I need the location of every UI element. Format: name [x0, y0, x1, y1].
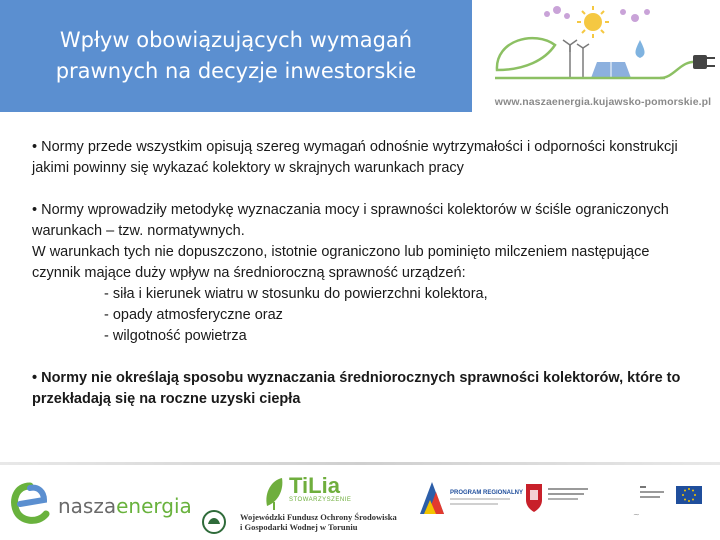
paragraph-1: • Normy przede wszystkim opisują szereg wymagań odnośnie wytrzymałości i odporności konstrukcji jakimi powinny się wykazać kolektory w skrajnych warunkach pracy	[32, 139, 678, 176]
coat-of-arms-icon	[526, 484, 542, 512]
naszaenergia-logo: naszaenergia	[58, 494, 192, 518]
eu-flag-icon	[676, 486, 702, 504]
program-regionalny-icon	[420, 482, 444, 514]
slide-content	[32, 137, 692, 410]
solar-panel-icon	[591, 62, 631, 78]
wfos-name: Wojewódzki Fundusz Ochrony Środowiska i Gospodarki Wodnej w Toruniu	[240, 512, 397, 532]
leaf-icon	[497, 38, 555, 70]
title-line-2: prawnych na decyzje inwestorskie	[55, 59, 417, 83]
list-item: - wilgotność powietrza	[104, 328, 247, 344]
water-drop-icon	[635, 40, 644, 58]
paragraph-2-body: W warunkach tych nie dopuszczono, istotnie ograniczono lub pominięto milczeniem następujące czynnik mające duży wpływ na średnioroczną sprawność urządzeń:	[32, 244, 650, 281]
footer-divider	[0, 462, 720, 465]
title-line-1: Wpływ obowiązujących wymagań	[59, 28, 413, 52]
tilia-subtitle: STOWARZYSZENIE	[289, 497, 352, 503]
eu-funding-logos	[418, 478, 708, 520]
paragraph-2-intro: • Normy wprowadziły metodykę wyznaczania mocy i sprawności kolektorów w ściśle ograniczonych warunkach – tzw. normatywnych.	[32, 202, 669, 239]
list-item: - opady atmosferyczne oraz	[104, 307, 283, 323]
svg-text:PROGRAM REGIONALNY: PROGRAM REGIONALNY	[450, 490, 524, 496]
wind-turbine-icon	[563, 40, 589, 78]
paragraph-3: • Normy nie określają sposobu wyznaczania średniorocznych sprawności kolektorów, które to przekładają się na roczne uzyski ciepła	[32, 370, 681, 407]
signature-mark: ~	[633, 510, 640, 519]
plug-icon	[693, 55, 715, 69]
banner-url: www.naszaenergia.kujawsko-pomorskie.pl	[494, 96, 712, 108]
list-item: - siła i kierunek wiatru w stosunku do powierzchni kolektora,	[104, 286, 488, 302]
sun-icon	[577, 6, 609, 38]
factor-list	[32, 284, 692, 347]
tilia-logo: TiLia	[289, 473, 340, 498]
slide-title	[0, 0, 472, 112]
